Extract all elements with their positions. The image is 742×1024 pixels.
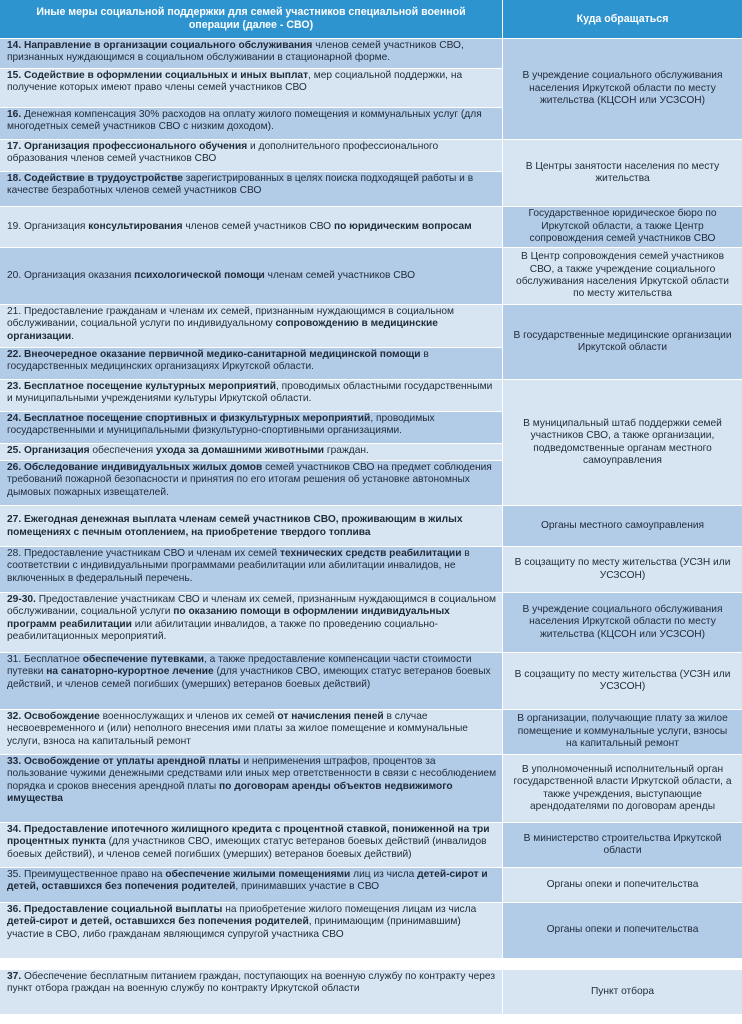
measure-text [7, 413, 435, 436]
measure-row [0, 207, 502, 247]
measure-bold-text: ухода за домашними животными [156, 445, 325, 456]
where-cell: В муниципальный штаб поддержки семей участников СВО, а также организации, подведомственные органам местного самоуправления [503, 380, 742, 505]
measure-row [0, 823, 502, 867]
measure-bold-text: 37. [7, 971, 22, 982]
measure-plain-text: , принимавших участие в СВО [235, 881, 380, 893]
measure-text [7, 221, 472, 233]
measure-plain-text: , проводимых государственными и муниципальными физкультурно-спортивными организациями. [7, 413, 435, 437]
measure-bold-text: 25. Организация [7, 445, 90, 456]
measure-text [7, 462, 492, 498]
measure-plain-text: лиц из числа [350, 869, 418, 880]
measure-plain-text: 21. Предоставление гражданам и членам их семей, признанным нуждающимся в социальном обслуживании, социальной услуги по индивидуальному [7, 306, 455, 330]
measure-text [7, 173, 473, 196]
measure-plain-text: и дополнительного профессионального образования членов семей участников СВО [7, 141, 439, 165]
measure-row [0, 653, 502, 709]
measure-row [0, 305, 502, 347]
measure-plain-text: , принимающим (принимавшим) участие в СВО, либо гражданам являющимся супругой участника СВО [7, 916, 461, 940]
measure-row [0, 348, 502, 379]
measure-plain-text: Обеспечение бесплатным питанием граждан, поступающих на военную службу по контракту через пункт отбора граждан на военную службу по контракту Иркутской области [7, 971, 496, 995]
measure-bold-text: консультирования [88, 221, 183, 233]
measure-row [0, 593, 502, 652]
where-cell: В уполномоченный исполнительный орган государственной власти Иркутской области, а также учреждения, выступающие арендодателями по договорам аренды [503, 755, 742, 822]
measure-plain-text: (для участников СВО, имеющих статус ветеранов боевых действий, и членов семей погибших (умерших) ветеранов боевых действий) [7, 666, 491, 690]
measure-row [0, 868, 502, 902]
measure-bold-text: 24. Бесплатное посещение спортивных и физкультурных мероприятий [7, 413, 371, 424]
measure-plain-text: 19. Организация [7, 221, 89, 233]
where-cell: В организации, получающие плату за жилое помещение и коммунальные услуги, взносы на капитальный ремонт [503, 710, 742, 754]
measure-bold-text: сопровождению в медицинские организации [7, 318, 438, 342]
measure-bold-text: 16. [7, 109, 22, 120]
measure-text [7, 70, 462, 93]
where-cell: В учреждение социального обслуживания населения Иркутской области по месту жительства (КЦСОН или УСЗСОН) [503, 39, 742, 139]
measure-row [0, 248, 502, 304]
measure-bold-text: технических средств реабилитации [279, 548, 462, 559]
measure-bold-text: 14. Направление в организации социального обслуживания [7, 40, 313, 51]
measure-text [7, 548, 470, 584]
measure-plain-text: в случае несвоевременного и (или) неполного внесения ими платы за жилое помещение и коммунальные услуги, взноса на капитальный ремонт [7, 711, 468, 747]
where-cell: В соцзащиту по месту жительства (УСЗН или УСЗСОН) [503, 547, 742, 592]
measure-row [0, 412, 502, 443]
measure-row [0, 39, 502, 68]
measure-text [7, 306, 454, 342]
measure-bold-text: 15. Содействие в оформлении социальных и иных выплат [7, 70, 309, 81]
measure-bold-text: 26. Обследование индивидуальных жилых домов [7, 462, 263, 473]
measure-bold-text: 33. Освобождение от уплаты арендной платы [7, 756, 241, 767]
measure-plain-text: в государственных медицинских организациях Иркутской области. [7, 349, 429, 373]
measure-bold-text: обеспечение жилыми помещениями [165, 869, 351, 880]
measure-row [0, 444, 502, 460]
measure-row [0, 108, 502, 139]
measure-bold-text: психологической помощи [134, 270, 265, 282]
measure-plain-text: семей участников СВО на предмет соблюдения требований пожарной безопасности и принятия по его итогам решения об установке автономных дымовых пожарных извещателей. [7, 462, 492, 498]
header-where: Куда обращаться [503, 0, 742, 38]
where-cell: В министерство строительства Иркутской области [503, 823, 742, 867]
measure-row [0, 903, 502, 958]
measure-plain-text: , а также предоставление компенсации части стоимости путевки [7, 654, 472, 678]
measure-bold-text: от начисления пеней [277, 711, 384, 722]
measure-plain-text: на приобретение жилого помещения лицам из числа [222, 904, 477, 915]
measure-text [7, 40, 464, 63]
measure-plain-text: членам семей участников СВО [264, 270, 416, 282]
measure-plain-text: и неприменения штрафов, процентов за пользование чужими денежными средствами или иных мер ответственности в связи с несоблюдением порядка и сроков внесения арендной платы [7, 756, 497, 792]
measure-text [7, 904, 476, 940]
measure-text [7, 109, 482, 132]
measure-plain-text: зарегистрированных в целях поиска подходящей работы и в качестве безработных членов семей участников СВО [7, 173, 474, 197]
measure-plain-text: 35. Преимущественное право на [7, 869, 166, 880]
measure-plain-text: Денежная компенсация 30% расходов на оплату жилого помещения и коммунальных услуг (для многодетных семей участников СВО с низким доходом). [7, 109, 482, 133]
where-cell: В государственные медицинские организации Иркутской области [503, 305, 742, 379]
measure-text [7, 141, 438, 164]
measure-text [7, 270, 415, 282]
measure-plain-text: граждан. [324, 445, 369, 456]
measure-plain-text: членов семей участников СВО, признанных нуждающимся в социальном обслуживании в стационарной форме. [7, 40, 464, 64]
measure-row [0, 547, 502, 592]
measure-row [0, 69, 502, 107]
measure-plain-text: военнослужащих и членов их семей [99, 711, 278, 722]
measure-bold-text: 36. Предоставление социальной выплаты [7, 904, 223, 915]
measure-text [7, 711, 468, 747]
where-cell: Органы опеки и попечительства [503, 868, 742, 902]
measure-bold-text: 32. Освобождение [7, 711, 100, 722]
measure-bold-text: по юридическим вопросам [333, 221, 472, 233]
measure-bold-text: по договорам аренды объектов недвижимого имущества [7, 780, 453, 805]
where-cell: В Центр сопровождения семей участников СВО, а также учреждение социального обслуживания населения Иркутской области по месту жительства [503, 248, 742, 304]
where-cell: Органы опеки и попечительства [503, 903, 742, 958]
measure-bold-text: детей-сирот и детей, оставшихся без попечения родителей [7, 869, 488, 893]
measure-text [7, 594, 496, 642]
measure-plain-text: или абилитации инвалидов, а также по проведению социально-реабилитационных мероприятий. [7, 618, 439, 643]
measure-row [0, 172, 502, 206]
measure-bold-text: 29-30. [7, 594, 36, 605]
measure-bold-text: по оказанию помощи в оформлении индивидуальных программ реабилитации [7, 606, 450, 630]
measure-plain-text: обеспечения [89, 445, 156, 456]
measure-text [7, 654, 491, 690]
measure-text [7, 514, 497, 539]
measure-row [0, 380, 502, 411]
measure-text [7, 824, 490, 860]
measure-row [0, 755, 502, 822]
measure-plain-text: . [71, 330, 74, 342]
measure-plain-text: 20. Организация оказания [7, 270, 135, 282]
where-cell: Органы местного самоуправления [503, 506, 742, 546]
measure-text [7, 869, 488, 892]
measure-bold-text: детей-сирот и детей, оставшихся без попечения родителей [7, 916, 309, 928]
measure-bold-text: 22. Внеочередное оказание первичной медико-санитарной медицинской помощи [7, 349, 421, 360]
where-cell: Пункт отбора [503, 970, 742, 1014]
measure-row [0, 506, 502, 546]
measure-row [0, 140, 502, 171]
measure-plain-text: 31. Бесплатное [7, 654, 83, 665]
measure-plain-text: 28. Предоставление участникам СВО и членам их семей [7, 548, 280, 559]
measure-plain-text: (для участников СВО, имеющих статус ветеранов боевых действий (инвалидов боевых действий), и членов семей погибших (умерших) ветеранов боевых действий) [7, 836, 487, 860]
measure-text [7, 756, 496, 804]
measure-bold-text: 34. Предоставление ипотечного жилищного кредита с процентной ставкой, пониженной на три процентных пункта [7, 824, 490, 848]
table-header [0, 0, 742, 38]
measure-plain-text: , мер социальной поддержки, на получение которых имеют право члены семей участников СВО [7, 70, 463, 94]
measure-bold-text: обеспечение путевками [82, 654, 204, 665]
measure-bold-text: 27. Ежегодная денежная выплата членам семей участников СВО, проживающим в жилых помещениях с печным отоплением, на приобретение твердого топлива [7, 514, 463, 538]
measure-text [7, 971, 495, 994]
measure-bold-text: 18. Содействие в трудоустройстве [7, 173, 183, 184]
where-cell: В Центры занятости населения по месту жительства [503, 140, 742, 206]
measure-text [7, 349, 429, 372]
where-cell: В соцзащиту по месту жительства (УСЗН или УСЗСОН) [503, 653, 742, 709]
measure-row [0, 461, 502, 505]
measure-plain-text: в соответствии с индивидуальными программами реабилитации или абилитации инвалидов, не включенных в федеральный перечень. [7, 548, 470, 584]
measure-bold-text: 17. Организация профессионального обучения [7, 141, 248, 152]
measure-row [0, 970, 502, 1014]
measure-bold-text: на санаторно-курортное лечение [46, 666, 214, 678]
measure-row [0, 710, 502, 754]
measure-plain-text: членов семей участников СВО [182, 221, 334, 233]
measure-text [7, 445, 369, 456]
measure-plain-text: Предоставление участникам СВО и членам их семей, признанным нуждающимся в социальном обслуживании, социальной услуги [7, 594, 497, 618]
measure-text [7, 381, 492, 404]
measure-bold-text: 23. Бесплатное посещение культурных мероприятий [7, 381, 276, 392]
where-cell: Государственное юридическое бюро по Иркутской области, а также Центр сопровождения семей участников СВО [503, 207, 742, 247]
measure-plain-text: , проводимых областными государственными и муниципальными учреждениями культуры Иркутской области. [7, 381, 493, 405]
where-cell: В учреждение социального обслуживания населения Иркутской области по месту жительства (КЦСОН или УСЗСОН) [503, 593, 742, 652]
header-measures: Иные меры социальной поддержки для семей участников специальной военной операции (далее - СВО) [0, 0, 502, 38]
